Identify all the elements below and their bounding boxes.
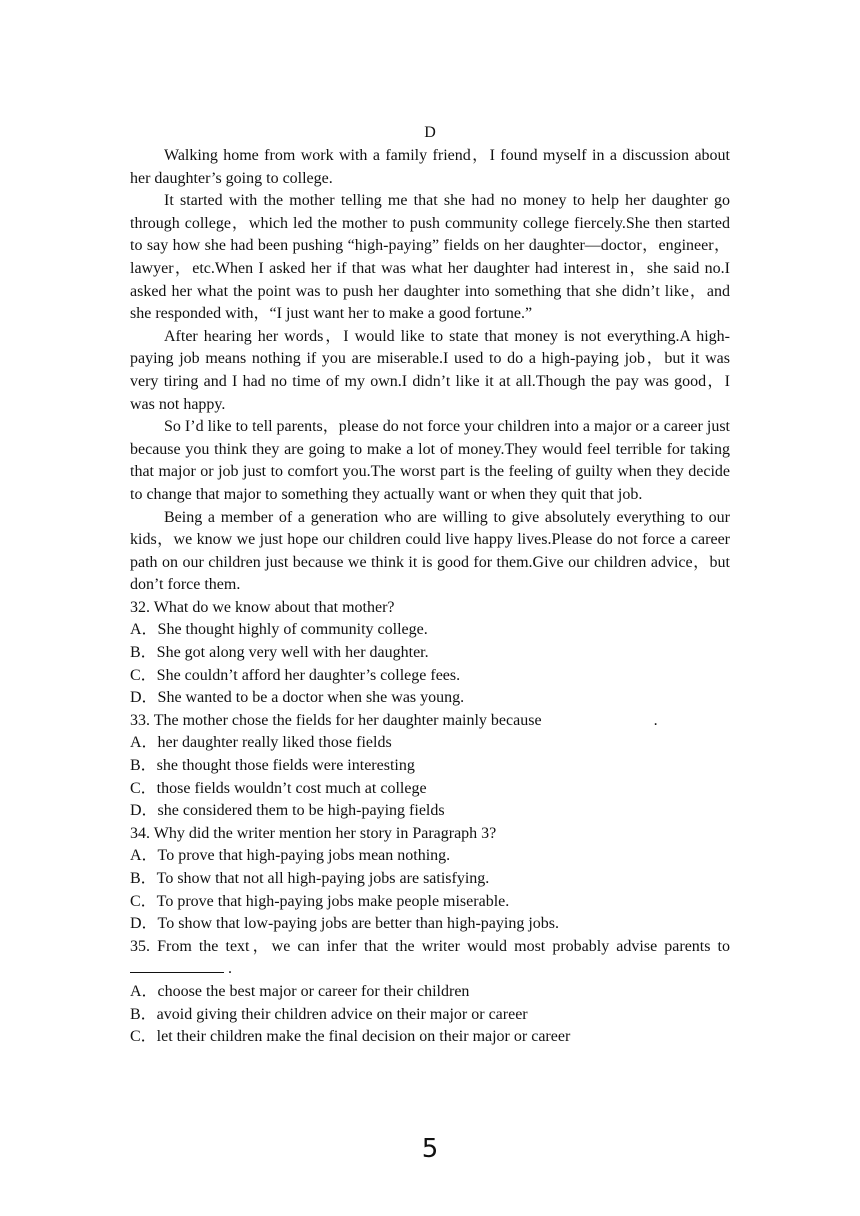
section-heading: D	[424, 124, 436, 141]
document-page	[130, 122, 730, 1049]
option-d: D．To show that low-paying jobs are better than high-paying jobs.	[130, 915, 560, 933]
option-b: B．To show that not all high-paying jobs are satisfying.	[130, 870, 490, 887]
passage-paragraph-5: Being a member of a generation who are willing to give absolutely everything to our kids，we know we just hope our children could live happy lives.Please do not force a career path on our children just because we think it is good for them.Give our children advice，but don’t force them.	[130, 508, 730, 594]
reading-passage	[130, 145, 730, 597]
question-35	[130, 936, 730, 1049]
question-34	[130, 823, 730, 936]
question-stem-end: .	[653, 711, 658, 729]
question-stem: 32. What do we know about that mother?	[130, 598, 395, 616]
passage-paragraph-4: So I’d like to tell parents，please do not force your children into a major or a career just because you think they are going to make a lot of money.They would feel terrible for taking that major or job just to comfort you.The worst part is the feeling of guilty when they decide to change that major to something they actually want or when they quit that job.	[130, 418, 730, 503]
question-stem: 33. The mother chose the fields for her daughter mainly because	[130, 711, 542, 729]
option-d: D．She wanted to be a doctor when she was young.	[130, 689, 465, 707]
option-a: A．choose the best major or career for their children	[130, 982, 470, 1000]
passage-paragraph-3: After hearing her words，I would like to state that money is not everything.A high-paying job means nothing if you are miserable.I used to do a high-paying job，but it was very tiring and I had no time of my own.I didn’t like it at all.Though the pay was good，I was not happy.	[130, 327, 730, 413]
option-c: C．those fields wouldn’t cost much at college	[130, 779, 427, 797]
passage-paragraph-2: It started with the mother telling me that she had no money to help her daughter go through college，which led the mother to push community college fiercely.She then started to say how she had been pushing “high-paying” fields on her daughter—doctor，engineer，lawyer，etc.When I asked her if that was what her daughter had interest in，she said no.I asked her what the point was to push her daughter into something that she didn’t like，and she responded with，“I just want her to make a good fortune.”	[130, 192, 731, 323]
option-b: B．She got along very well with her daughter.	[130, 644, 429, 662]
question-32	[130, 597, 730, 710]
question-stem-line	[130, 710, 730, 733]
passage-paragraph-1: Walking home from work with a family friend，I found myself in a discussion about her daughter’s going to college.	[130, 147, 731, 187]
option-a: A．her daughter really liked those fields	[130, 734, 392, 752]
option-c: C．To prove that high-paying jobs make people miserable.	[130, 892, 510, 910]
question-stem-line	[130, 936, 730, 981]
question-stem: 35. From the text，we can infer that the writer would most probably advise parents to	[130, 937, 730, 955]
option-b: B．avoid giving their children advice on their major or career	[130, 1005, 528, 1023]
option-a: A．She thought highly of community college.	[130, 621, 428, 639]
question-33	[130, 710, 730, 823]
option-a: A．To prove that high-paying jobs mean nothing.	[130, 847, 451, 865]
option-c: C．She couldn’t afford her daughter’s college fees.	[130, 666, 461, 684]
page-number: 5	[421, 1134, 439, 1164]
option-d: D．she considered them to be high-paying fields	[130, 802, 445, 820]
question-stem: 34. Why did the writer mention her story in Paragraph 3?	[130, 824, 497, 842]
answer-blank-underline	[130, 958, 224, 973]
question-stem-end: .	[228, 960, 232, 978]
option-c: C．let their children make the final decision on their major or career	[130, 1028, 571, 1046]
option-b: B．she thought those fields were interesting	[130, 757, 415, 775]
